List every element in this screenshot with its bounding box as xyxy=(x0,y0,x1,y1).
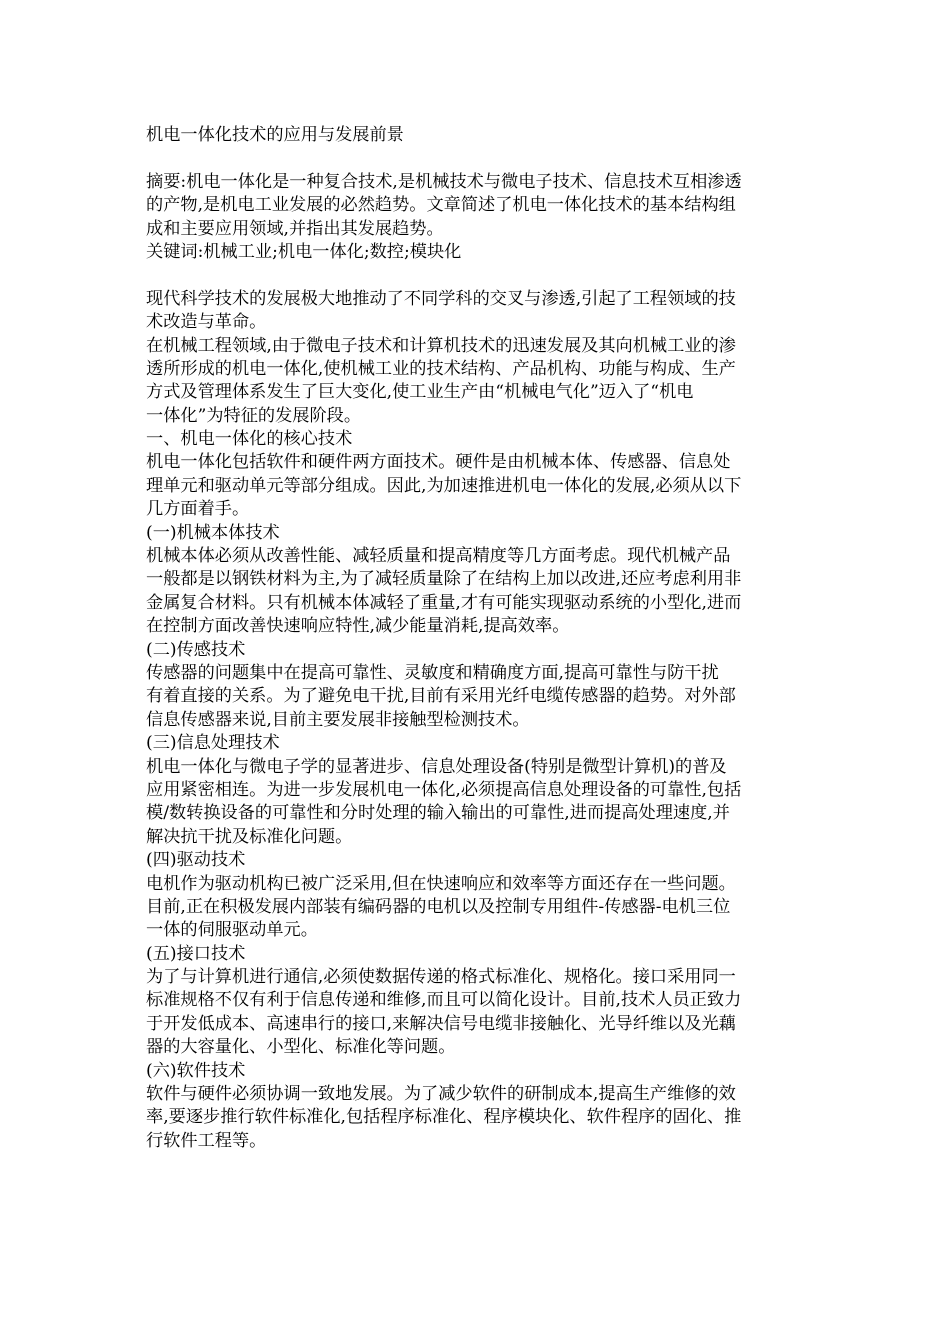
abstract-line: 摘要:机电一体化是一种复合技术,是机械技术与微电子技术、信息技术互相渗透 xyxy=(146,171,742,192)
body-line: 几方面着手。 xyxy=(146,499,250,520)
body-line: 模/数转换设备的可靠性和分时处理的输入输出的可靠性,进而提高处理速度,并 xyxy=(146,803,730,824)
abstract-line: 成和主要应用领域,并指出其发展趋势。 xyxy=(146,218,444,239)
body-line: 行软件工程等。 xyxy=(146,1130,267,1151)
body-line: 在机械工程领域,由于微电子技术和计算机技术的迅速发展及其向机械工业的渗 xyxy=(146,335,736,356)
abstract-line: 的产物,是机电工业发展的必然趋势。文章简述了机电一体化技术的基本结构组 xyxy=(146,195,736,216)
subsection-heading: (二)传感技术 xyxy=(146,639,246,660)
body-line: 术改造与革命。 xyxy=(146,312,267,333)
body-line: 解决抗干扰及标准化问题。 xyxy=(146,826,353,847)
body-line: 电机作为驱动机构已被广泛采用,但在快速响应和效率等方面还存在一些问题。 xyxy=(146,873,736,894)
body-line: 信息传感器来说,目前主要发展非接触型检测技术。 xyxy=(146,709,530,730)
document-page xyxy=(146,124,811,1153)
body-line: 应用紧密相连。为进一步发展机电一体化,必须提高信息处理设备的可靠性,包括 xyxy=(146,779,742,800)
subsection-heading: (六)软件技术 xyxy=(146,1060,246,1081)
subsection-heading: (四)驱动技术 xyxy=(146,850,246,871)
body-line: 机械本体必须从改善性能、减轻质量和提高精度等几方面考虑。现代机械产品 xyxy=(146,546,731,567)
body-line: 一般都是以钢铁材料为主,为了减轻质量除了在结构上加以改进,还应考虑利用非 xyxy=(146,569,742,590)
section-heading: 一、机电一体化的核心技术 xyxy=(146,429,353,450)
body-line: 有着直接的关系。为了避免电干扰,目前有采用光纤电缆传感器的趋势。对外部 xyxy=(146,686,736,707)
body-line: 在控制方面改善快速响应特性,减少能量消耗,提高效率。 xyxy=(146,616,570,637)
subsection-heading: (三)信息处理技术 xyxy=(146,733,280,754)
body-line: 标准规格不仅有利于信息传递和维修,而且可以简化设计。目前,技术人员正致力 xyxy=(146,990,742,1011)
body-line: 理单元和驱动单元等部分组成。因此,为加速推进机电一体化的发展,必须从以下 xyxy=(146,475,742,496)
document-title: 机电一体化技术的应用与发展前景 xyxy=(146,125,404,145)
body-line: 于开发低成本、高速串行的接口,来解决信号电缆非接触化、光导纤维以及光藕 xyxy=(146,1013,736,1034)
subsection-heading: (五)接口技术 xyxy=(146,943,246,964)
body-line: 一体化”为特征的发展阶段。 xyxy=(146,405,362,426)
body-line: 方式及管理体系发生了巨大变化,使工业生产由“机械电气化”迈入了“机电 xyxy=(146,382,694,403)
subsection-heading: (一)机械本体技术 xyxy=(146,522,280,543)
body-line: 目前,正在积极发展内部装有编码器的电机以及控制专用组件-传感器-电机三位 xyxy=(146,896,731,917)
body-line: 为了与计算机进行通信,必须使数据传递的格式标准化、规格化。接口采用同一 xyxy=(146,967,736,988)
body-line: 器的大容量化、小型化、标准化等问题。 xyxy=(146,1037,456,1058)
body-line: 传感器的问题集中在提高可靠性、灵敏度和精确度方面,提高可靠性与防干扰 xyxy=(146,662,719,683)
keywords-line: 关键词:机械工业;机电一体化;数控;模块化 xyxy=(146,241,462,262)
section-gap xyxy=(146,264,811,287)
body-line: 率,要逐步推行软件标准化,包括程序标准化、程序模块化、软件程序的固化、推 xyxy=(146,1107,742,1128)
abstract-block xyxy=(146,171,811,241)
body-line: 机电一体化与微电子学的显著进步、信息处理设备(特别是微型计算机)的普及 xyxy=(146,756,727,777)
body-line: 机电一体化包括软件和硬件两方面技术。硬件是由机械本体、传感器、信息处 xyxy=(146,452,731,473)
body-line: 金属复合材料。只有机械本体减轻了重量,才有可能实现驱动系统的小型化,进而 xyxy=(146,592,742,613)
body-line: 一体的伺服驱动单元。 xyxy=(146,920,318,941)
body-text xyxy=(146,288,811,1153)
body-line: 透所形成的机电一体化,使机械工业的技术结构、产品机构、功能与构成、生产 xyxy=(146,358,736,379)
body-line: 现代科学技术的发展极大地推动了不同学科的交叉与渗透,引起了工程领域的技 xyxy=(146,288,736,309)
body-line: 软件与硬件必须协调一致地发展。为了减少软件的研制成本,提高生产维修的效 xyxy=(146,1084,736,1105)
